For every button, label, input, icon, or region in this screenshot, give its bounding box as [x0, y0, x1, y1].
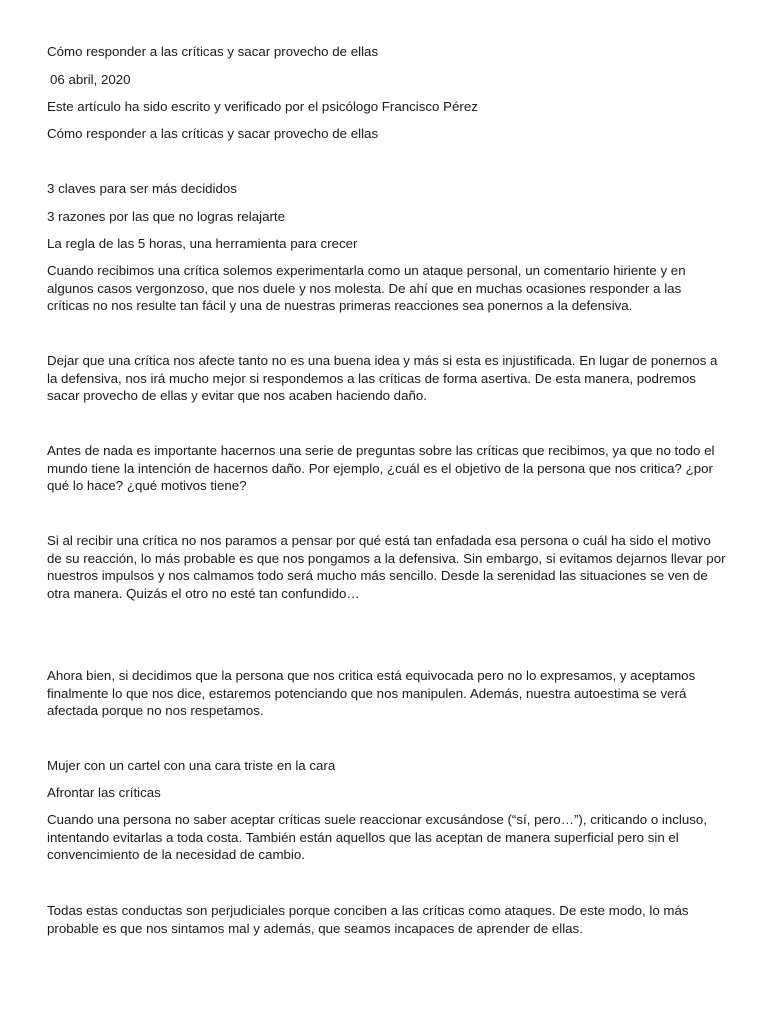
related-link: 3 claves para ser más decididos	[47, 181, 237, 196]
section-heading: Afrontar las críticas	[47, 785, 161, 800]
article-title-repeat: Cómo responder a las críticas y sacar provecho de ellas	[47, 126, 379, 141]
body-paragraph: Cuando una persona no saber aceptar críticas suele reaccionar excusándose (“sí, pero…”), criticando o incluso, intentando evitarlas a toda costa. También están aquellos que las aceptan de manera superficial pero sin el convencimiento de la necesidad de cambio.	[47, 812, 708, 863]
body-paragraph: Cuando recibimos una crítica solemos experimentarla como un ataque personal, un comentario hiriente y en algunos casos vergonzoso, que nos duele y nos molesta. De ahí que en muchas ocasiones responder a las críticas no nos resulte tan fácil y una de nuestras primeras reacciones sea ponernos a la defensiva.	[47, 263, 686, 314]
related-link: 3 razones por las que no logras relajarte	[47, 209, 286, 224]
article-title: Cómo responder a las críticas y sacar provecho de ellas	[47, 44, 379, 59]
image-caption: Mujer con un cartel con una cara triste en la cara	[47, 758, 336, 773]
body-paragraph: Antes de nada es importante hacernos una serie de preguntas sobre las críticas que recibimos, ya que no todo el mundo tiene la intención de hacernos daño. Por ejemplo, ¿cuál es el objetivo de la persona que nos critica? ¿por qué lo hace? ¿qué motivos tiene?	[47, 443, 715, 494]
body-paragraph: Dejar que una crítica nos afecte tanto no es una buena idea y más si esta es injustificada. En lugar de ponernos a la defensiva, nos irá mucho mejor si respondemos a las críticas de forma asertiva. De esta manera, podremos sacar provecho de ellas y evitar que nos acaben haciendo daño.	[47, 353, 718, 404]
article-date: 06 abril, 2020	[50, 72, 131, 87]
related-link: La regla de las 5 horas, una herramienta para crecer	[47, 236, 358, 251]
author-note: Este artículo ha sido escrito y verificado por el psicólogo Francisco Pérez	[47, 99, 478, 114]
body-paragraph: Todas estas conductas son perjudiciales porque conciben a las críticas como ataques. De este modo, lo más probable es que nos sintamos mal y además, que seamos incapaces de aprender de ellas.	[47, 903, 689, 936]
body-paragraph: Ahora bien, si decidimos que la persona que nos critica está equivocada pero no lo expresamos, y aceptamos finalmente lo que nos dice, estaremos potenciando que nos manipulen. Además, nuestra autoestima se verá afectada porque no nos respetamos.	[47, 668, 696, 719]
body-paragraph: Si al recibir una crítica no nos paramos a pensar por qué está tan enfadada esa persona o cuál ha sido el motivo de su reacción, lo más probable es que nos pongamos a la defensiva. Sin embargo, si evitamos dejarnos llevar por nuestros impulsos y nos calmamos todo será mucho más sencillo. Desde la serenidad las situaciones se ven de otra manera. Quizás el otro no esté tan confundido…	[47, 533, 726, 601]
